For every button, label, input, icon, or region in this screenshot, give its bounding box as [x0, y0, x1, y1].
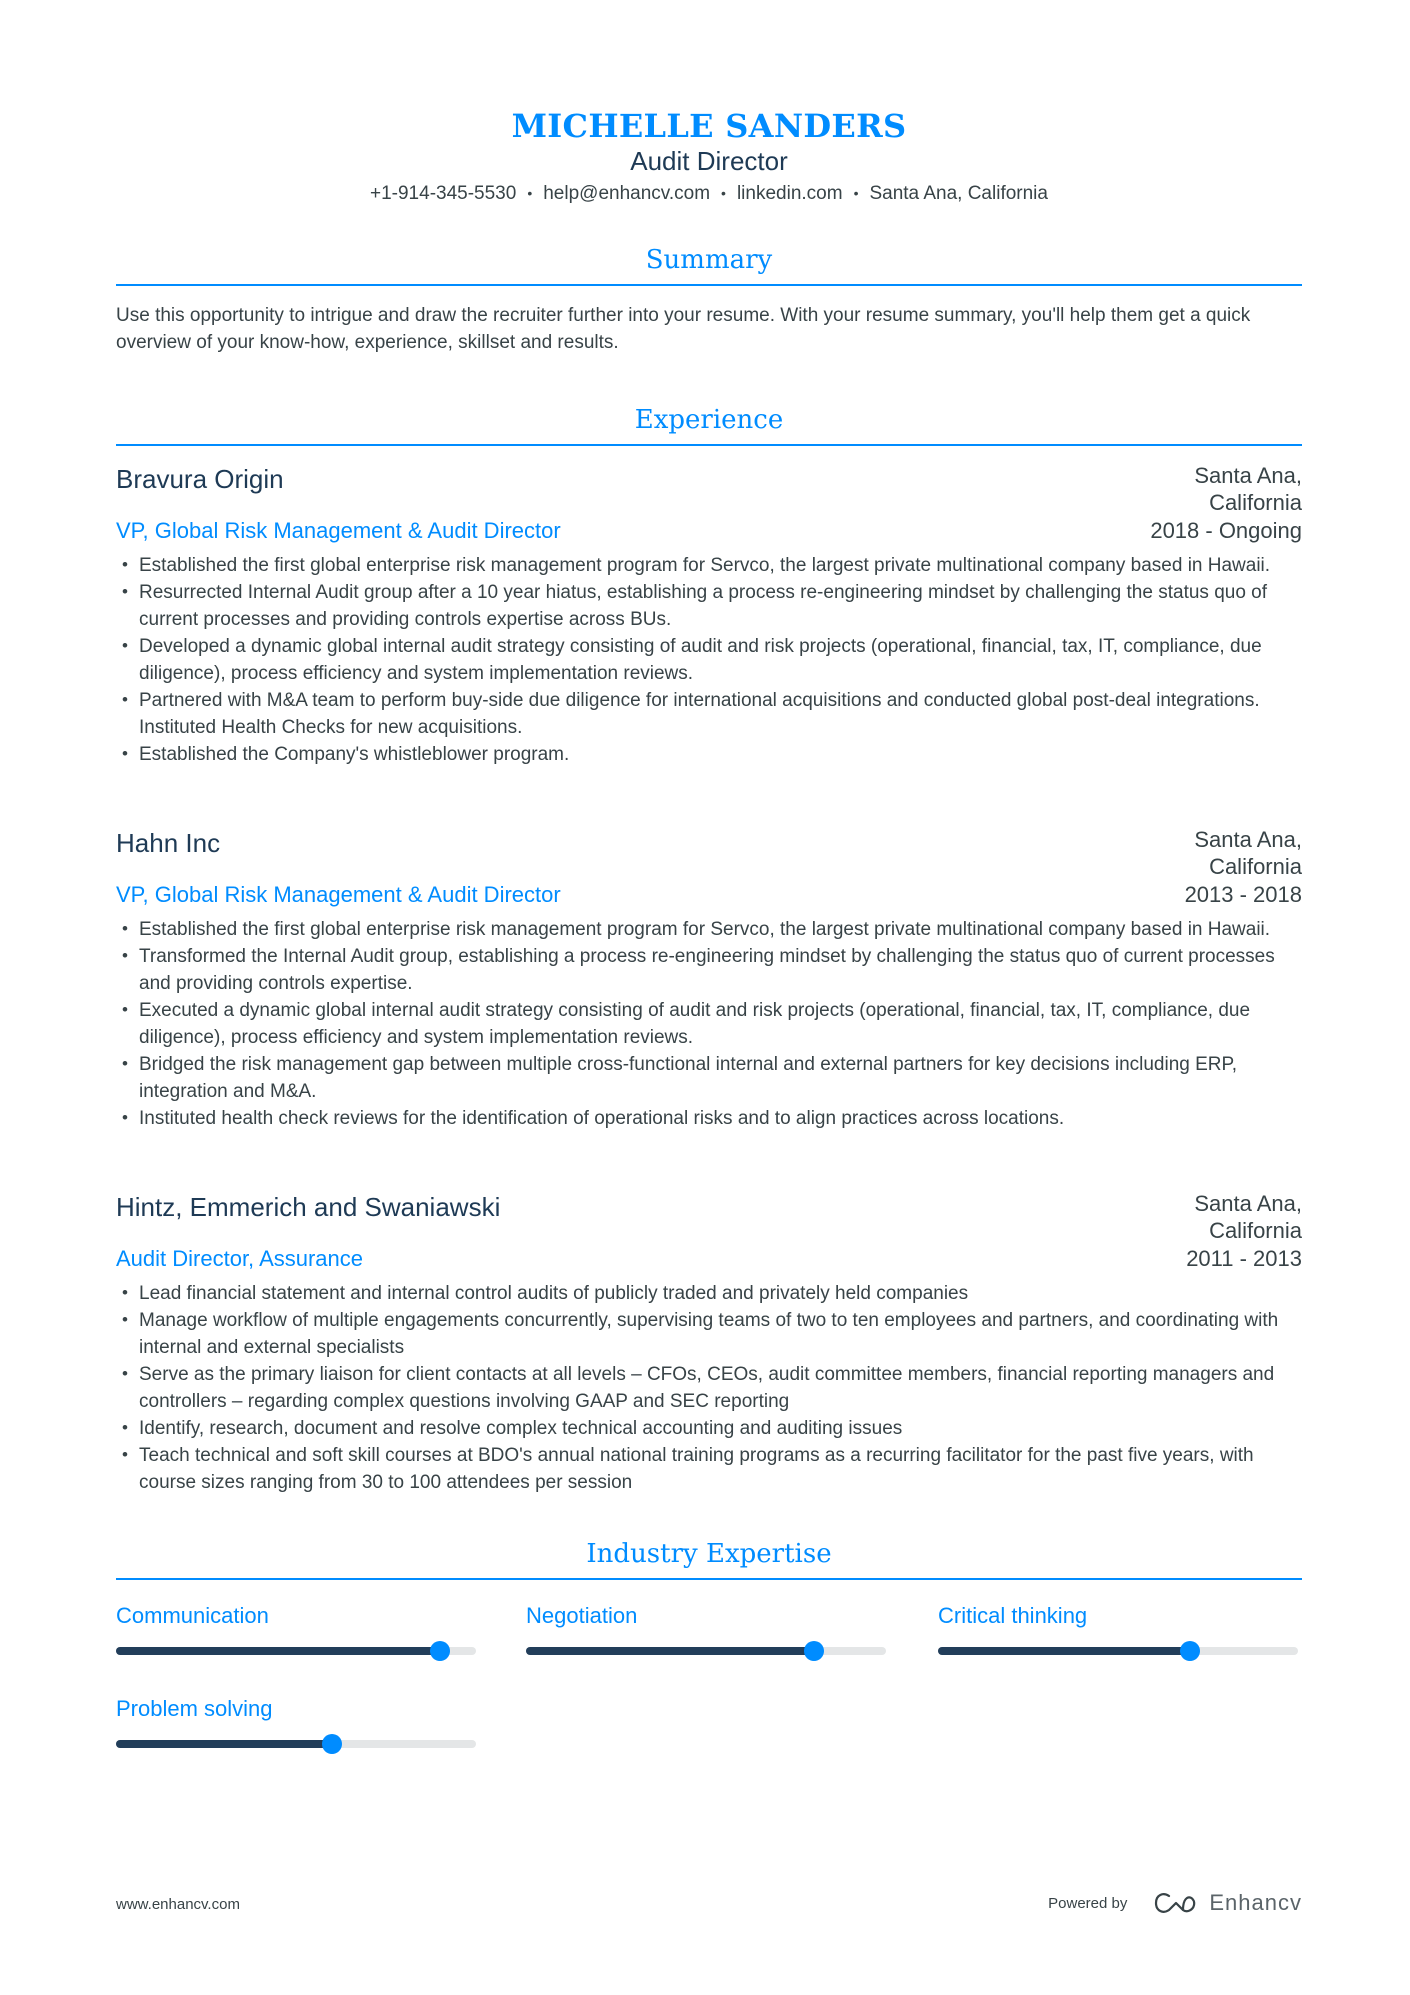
skill-problem-solving — [116, 1694, 476, 1724]
linkedin-link[interactable]: linkedin.com — [736, 183, 843, 204]
job-location: Santa Ana, California — [1194, 827, 1302, 879]
skill-bar-track — [116, 1740, 476, 1748]
summary-section-heading — [116, 240, 1302, 286]
skill-label: Communication — [116, 1603, 269, 1628]
contact-line — [116, 179, 1302, 208]
bullet-item: • Executed a dynamic global internal audit strategy consisting of audit and risk projects (operational, financial, tax, IT, compliance, due diligence), process efficiency and system implementation reviews. — [116, 997, 1302, 1051]
company-name: Bravura Origin — [116, 464, 284, 494]
skill-bar-track — [116, 1647, 476, 1655]
bullet-item: • Serve as the primary liaison for client contacts at all levels – CFOs, CEOs, audit committee members, financial reporting managers and controllers – regarding complex questions involving GAAP and SEC reporting — [116, 1361, 1302, 1415]
bullet-item: • Instituted health check reviews for the identification of operational risks and to align practices across locations. — [116, 1105, 1302, 1132]
candidate-name: MICHELLE SANDERS — [511, 107, 907, 145]
job-bullets — [116, 1280, 1302, 1496]
summary-text: Use this opportunity to intrigue and draw the recruiter further into your resume. With your resume summary, you'll help them get a quick overview of your know-how, experience, skillset and results. — [116, 305, 1251, 353]
skill-bar-knob — [1180, 1641, 1200, 1661]
skill-bar-knob — [322, 1734, 342, 1754]
powered-by-text: Powered by — [1048, 1894, 1128, 1912]
experience-heading-text: Experience — [634, 405, 784, 435]
job-location: Santa Ana, California — [1194, 463, 1302, 515]
skill-label: Critical thinking — [938, 1603, 1088, 1628]
skill-critical-thinking — [938, 1601, 1298, 1631]
company-name: Hintz, Emmerich and Swaniawski — [116, 1192, 501, 1222]
expertise-heading-text: Industry Expertise — [586, 1539, 832, 1569]
bullet-item: • Established the Company's whistleblower program. — [116, 741, 1302, 768]
bullet-item: • Established the first global enterprise risk management program for Servco, the largest private multinational company based in Hawaii. — [116, 552, 1302, 579]
skill-label: Problem solving — [116, 1696, 273, 1721]
bullet-item: • Resurrected Internal Audit group after a 10 year hiatus, establishing a process re-engineering mindset by challenging the status quo of current processes and providing controls expertise across BUs. — [116, 579, 1302, 633]
job-dates: 2018 - Ongoing — [1150, 518, 1302, 543]
bullet-item: • Partnered with M&A team to perform buy-side due diligence for international acquisitions and conducted global post-deal integrations. Instituted Health Checks for new acquisitions. — [116, 687, 1302, 741]
bullet-item: • Teach technical and soft skill courses at BDO's annual national training programs as a recurring facilitator for the past five years, with course sizes ranging from 30 to 100 attendees per session — [116, 1442, 1302, 1496]
bullet-item: • Developed a dynamic global internal audit strategy consisting of audit and risk projects (operational, financial, tax, IT, compliance, due diligence), process efficiency and system implementation reviews. — [116, 633, 1302, 687]
skill-bar-fill — [526, 1647, 814, 1655]
skill-bar-knob — [804, 1641, 824, 1661]
job-dates: 2013 - 2018 — [1184, 882, 1302, 907]
skill-negotiation — [526, 1601, 886, 1631]
skill-bar-track — [938, 1647, 1298, 1655]
resume-page — [116, 0, 1302, 1995]
job-role: Audit Director, Assurance — [116, 1246, 364, 1271]
enhancv-logo[interactable] — [1153, 1890, 1302, 1916]
email-link[interactable]: help@enhancv.com — [543, 183, 711, 204]
resume-header — [116, 106, 1302, 208]
bullet-item: • Established the first global enterprise risk management program for Servco, the largest private multinational company based in Hawaii. — [116, 916, 1302, 943]
footer-powered-by — [1048, 1890, 1302, 1916]
bullet-item: • Bridged the risk management gap between multiple cross-functional internal and external partners for key decisions including ERP, integration and M&A. — [116, 1051, 1302, 1105]
phone: +1-914-345-5530 — [370, 183, 517, 204]
job-role: VP, Global Risk Management & Audit Director — [116, 518, 561, 543]
bullet-item: • Identify, research, document and resolve complex technical accounting and auditing issues — [116, 1415, 1302, 1442]
skill-communication — [116, 1601, 476, 1631]
job-dates: 2011 - 2013 — [1186, 1246, 1302, 1271]
location: Santa Ana, California — [869, 183, 1048, 204]
skill-bar-fill — [938, 1647, 1190, 1655]
footer-website-link[interactable]: www.enhancv.com — [116, 1896, 240, 1913]
job-bullets — [116, 916, 1302, 1132]
job-location: Santa Ana, California — [1194, 1191, 1302, 1243]
enhancv-logo-icon — [1153, 1891, 1199, 1915]
separator-dot: • — [853, 185, 859, 201]
summary-heading-text: Summary — [645, 245, 773, 275]
separator-dot: • — [721, 185, 726, 201]
job-bullets — [116, 552, 1302, 768]
company-name: Hahn Inc — [116, 828, 221, 858]
enhancv-wordmark: Enhancv — [1209, 1890, 1302, 1915]
candidate-title: Audit Director — [630, 146, 788, 176]
job-role: VP, Global Risk Management & Audit Director — [116, 882, 561, 907]
skill-bar-track — [526, 1647, 886, 1655]
skill-bar-fill — [116, 1740, 332, 1748]
expertise-section-heading — [116, 1534, 1302, 1580]
skill-label: Negotiation — [526, 1603, 638, 1628]
bullet-item: • Manage workflow of multiple engagements concurrently, supervising teams of two to ten employees and partners, and coordinating with internal and external specialists — [116, 1307, 1302, 1361]
separator-dot: • — [527, 185, 533, 201]
bullet-item: • Lead financial statement and internal control audits of publicly traded and privately held companies — [116, 1280, 1302, 1307]
experience-section-heading — [116, 400, 1302, 446]
bullet-item: • Transformed the Internal Audit group, establishing a process re-engineering mindset by challenging the status quo of current processes and providing controls expertise. — [116, 943, 1302, 997]
skill-bar-knob — [430, 1641, 450, 1661]
skill-bar-fill — [116, 1647, 440, 1655]
